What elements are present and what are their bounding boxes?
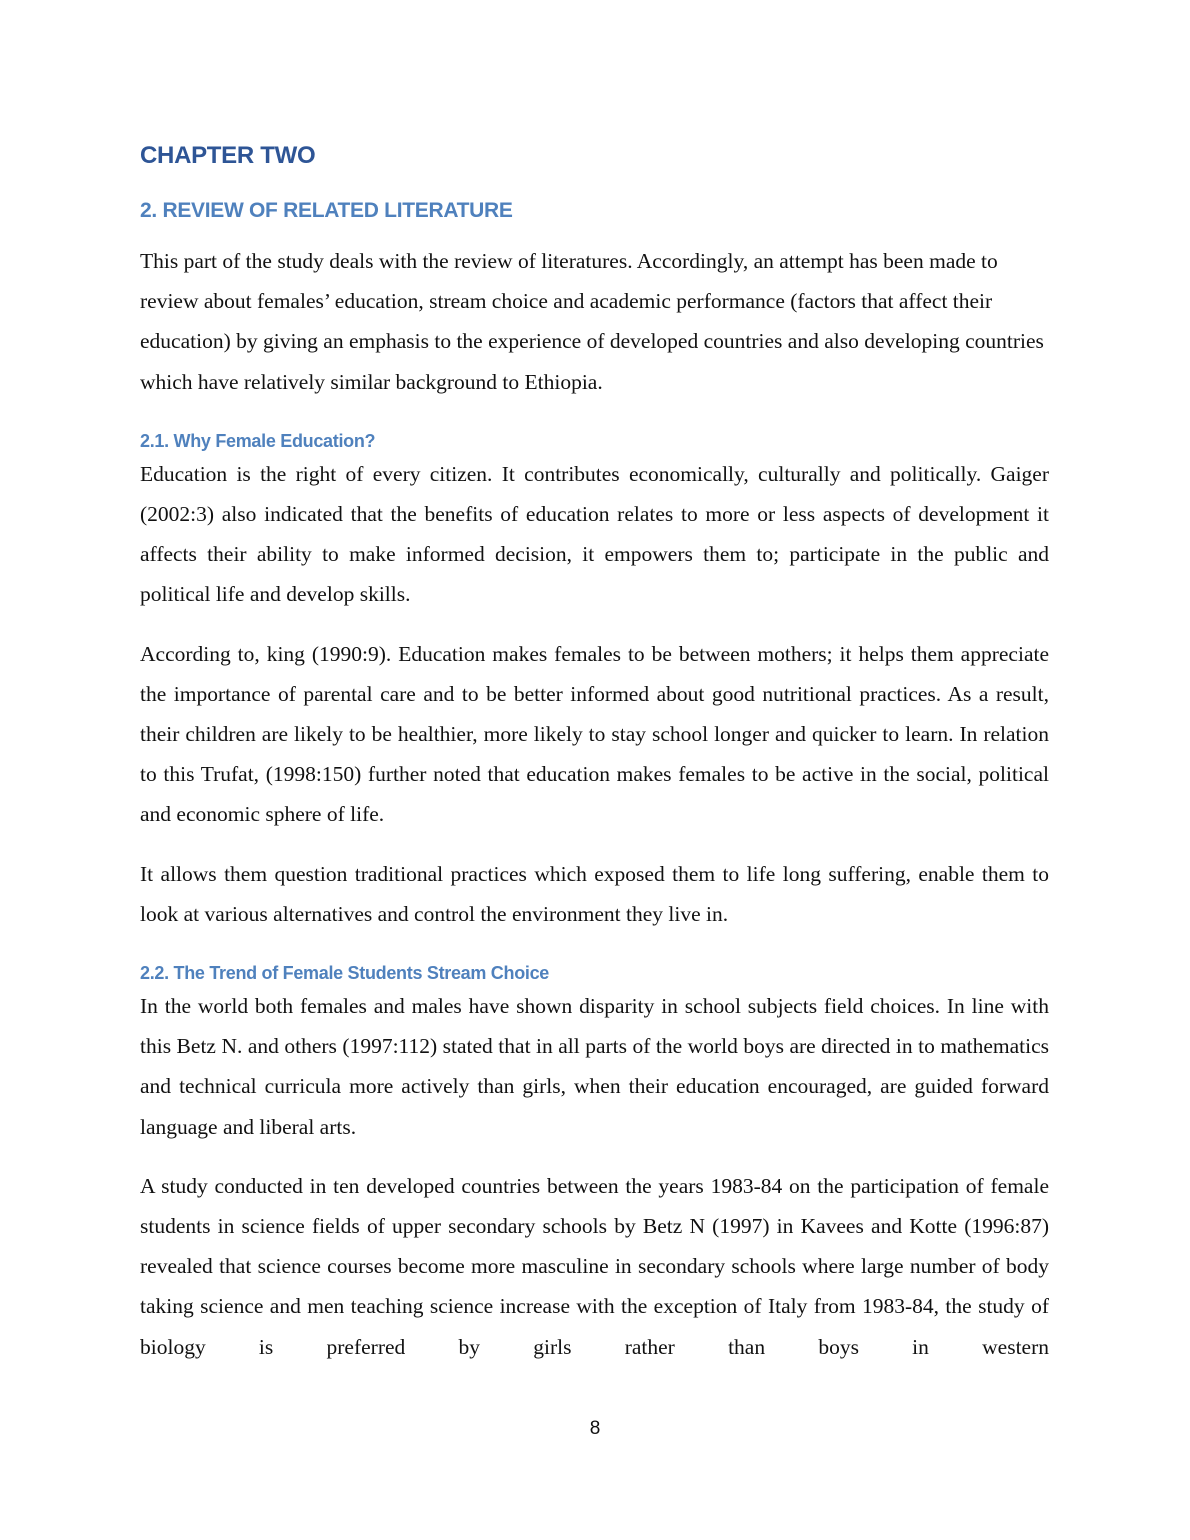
intro-paragraph: This part of the study deals with the review of literatures. Accordingly, an attempt has been made to review about females’ education, stream choice and academic performance (factors that affect their education) by giving an emphasis to the experience of developed countries and also developing countries which have relatively similar background to Ethiopia. (140, 249, 1044, 394)
body-paragraph: It allows them question traditional practices which exposed them to life long suffering, enable them to look at various alternatives and control the environment they live in. (140, 861, 1049, 926)
page-content (140, 138, 1049, 1367)
subsection-heading-why-female-education: 2.1. Why Female Education? (140, 430, 376, 451)
subsection-heading-stream-choice: 2.2. The Trend of Female Students Stream Choice (140, 963, 550, 984)
body-paragraph: According to, king (1990:9). Education makes females to be between mothers; it helps them appreciate the importance of parental care and to be better informed about good nutritional practices. As a result, their children are likely to be healthier, more likely to stay school longer and quicker to learn. In relation to this Trufat, (1998:150) further noted that education makes females to be active in the social, political and economic sphere of life. (140, 641, 1049, 827)
page-number: 8 (589, 1418, 601, 1439)
body-paragraph: A study conducted in ten developed countries between the years 1983-84 on the participation of female students in science fields of upper secondary schools by Betz N (1997) in Kavees and Kotte (1996:87) revealed that science courses become more masculine in secondary schools where large number of body taking science and men teaching science increase with the exception of Italy from 1983-84, the study of biology is preferred by girls rather than boys in western (140, 1173, 1049, 1359)
chapter-title: CHAPTER TWO (140, 142, 316, 169)
body-paragraph: Education is the right of every citizen. It contributes economically, culturally and politically. Gaiger (2002:3) also indicated that the benefits of education relates to more or less aspects of development it affects their ability to make informed decision, it empowers them to; participate in the public and political life and develop skills. (140, 461, 1049, 607)
body-paragraph: In the world both females and males have shown disparity in school subjects field choices. In line with this Betz N. and others (1997:112) stated that in all parts of the world boys are directed in to mathematics and technical curricula more actively than girls, when their education encouraged, are guided forward language and liberal arts. (140, 994, 1049, 1139)
section-title: 2. REVIEW OF RELATED LITERATURE (140, 199, 513, 222)
